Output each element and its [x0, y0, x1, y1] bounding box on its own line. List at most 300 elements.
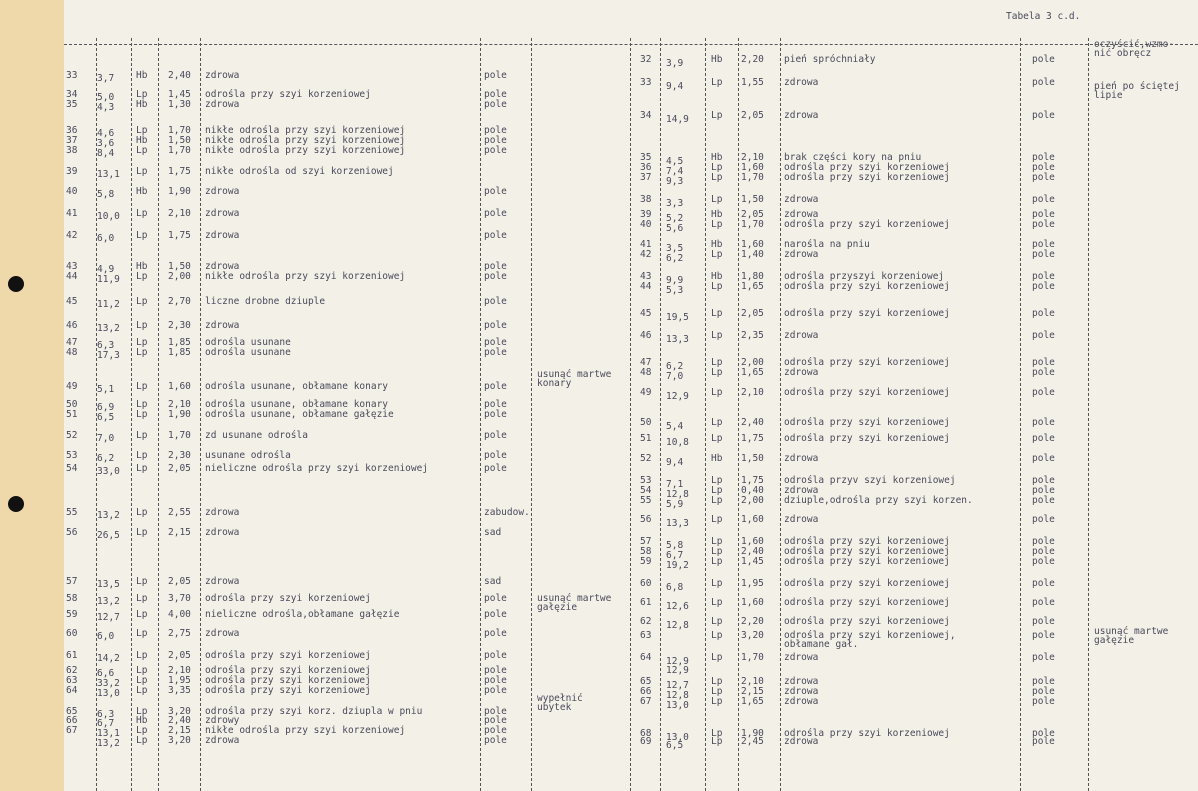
height-cell: 1,70	[741, 652, 764, 663]
description-cell: zdrowa	[784, 696, 819, 707]
species-cell: Hb	[711, 271, 723, 282]
height-cell: 2,00	[741, 495, 764, 506]
location-cell: pole	[1032, 77, 1055, 88]
description-cell: zdrowa	[784, 77, 819, 88]
row-number: 66	[66, 715, 78, 726]
diameter-cell: 6,6	[97, 668, 115, 679]
location-cell: pole	[1032, 597, 1055, 608]
location-cell: pole	[484, 89, 507, 100]
row-number: 34	[66, 89, 78, 100]
species-cell: Lp	[136, 735, 148, 746]
species-cell: Lp	[711, 676, 723, 687]
species-cell: Lp	[711, 433, 723, 444]
diameter-cell: 17,3	[97, 350, 120, 361]
description-cell: zdrowa	[784, 249, 819, 260]
recommendation-note: usunąć martwe gałęzie	[1094, 626, 1169, 646]
column-rule	[1088, 38, 1089, 791]
location-cell: pole	[484, 715, 507, 726]
species-cell: Lp	[136, 527, 148, 538]
diameter-cell: 13,1	[97, 169, 120, 180]
description-cell: odrośla przy szyi korzeniowej	[205, 650, 371, 661]
description-cell: zdrowa	[784, 652, 819, 663]
description-cell: odrośla przy szyi korzeniowej	[205, 593, 371, 604]
height-cell: 2,15	[741, 686, 764, 697]
height-cell: 1,50	[168, 135, 191, 146]
location-cell: pole	[1032, 152, 1055, 163]
description-cell: odrośla przy szyi korzeniowej	[784, 162, 950, 173]
species-cell: Lp	[136, 430, 148, 441]
species-cell: Lp	[136, 166, 148, 177]
species-cell: Lp	[711, 686, 723, 697]
table-title: Tabela 3 c.d.	[1006, 11, 1081, 22]
description-cell: nieliczne odrośla przy szyi korzeniowej	[205, 463, 429, 474]
description-cell: zdrowa	[784, 514, 819, 525]
location-cell: pole	[1032, 433, 1055, 444]
diameter-cell: 33,2	[97, 678, 120, 689]
row-number: 32	[640, 54, 652, 65]
description-cell: zdrowa	[784, 367, 819, 378]
location-cell: pole	[484, 706, 507, 717]
description-cell: zdrowa	[205, 99, 240, 110]
diameter-cell: 12,7	[97, 612, 120, 623]
diameter-cell: 14,2	[97, 653, 120, 664]
height-cell: 1,60	[168, 381, 191, 392]
diameter-cell: 13,2	[97, 596, 120, 607]
species-cell: Lp	[711, 495, 723, 506]
diameter-cell: 11,2	[97, 299, 120, 310]
row-number: 64	[66, 685, 78, 696]
row-number: 42	[640, 249, 652, 260]
height-cell: 1,70	[168, 145, 191, 156]
row-number: 55	[640, 495, 652, 506]
row-number: 48	[640, 367, 652, 378]
location-cell: pole	[484, 399, 507, 410]
description-cell: odrośla usunane, obłamane konary	[205, 399, 389, 410]
row-number: 62	[66, 665, 78, 676]
species-cell: Lp	[136, 450, 148, 461]
location-cell: pole	[484, 725, 507, 736]
description-cell: nikłe odrośla przy szyi korzeniowej	[205, 271, 406, 282]
header-rule	[64, 44, 1198, 45]
location-cell: pole	[1032, 172, 1055, 183]
diameter-cell: 4,9	[97, 264, 115, 275]
row-number: 56	[640, 514, 652, 525]
location-cell: pole	[484, 296, 507, 307]
species-cell: Lp	[711, 728, 723, 739]
row-number: 47	[640, 357, 652, 368]
diameter-cell: 13,1	[97, 728, 120, 739]
species-cell: Lp	[711, 417, 723, 428]
species-cell: Lp	[711, 249, 723, 260]
description-cell: zdrowa	[205, 527, 240, 538]
diameter-cell: 7,1	[666, 479, 684, 490]
species-cell: Hb	[711, 453, 723, 464]
description-cell: odrośla przy szyi korzeniowej	[784, 387, 950, 398]
location-cell: pole	[484, 145, 507, 156]
row-number: 49	[66, 381, 78, 392]
row-number: 36	[640, 162, 652, 173]
row-number: 54	[66, 463, 78, 474]
recommendation-note: usunąć martwe konary	[537, 369, 612, 389]
description-cell: nieliczne odrośla,obłamane gałęzie	[205, 609, 400, 620]
species-cell: Lp	[711, 387, 723, 398]
height-cell: 2,15	[168, 527, 191, 538]
row-number: 59	[640, 556, 652, 567]
row-number: 48	[66, 347, 78, 358]
location-cell: pole	[1032, 728, 1055, 739]
recommendation-note: pień po ściętej lipie	[1094, 81, 1180, 101]
species-cell: Lp	[136, 593, 148, 604]
row-number: 53	[66, 450, 78, 461]
height-cell: 2,10	[168, 208, 191, 219]
diameter-cell: 26,5	[97, 530, 120, 541]
location-cell: pole	[484, 186, 507, 197]
height-cell: 2,00	[168, 271, 191, 282]
row-number: 38	[66, 145, 78, 156]
diameter-cell: 6,2	[666, 253, 684, 264]
species-cell: Lp	[711, 514, 723, 525]
species-cell: Lp	[711, 696, 723, 707]
species-cell: Lp	[711, 219, 723, 230]
diameter-cell: 5,2	[666, 213, 684, 224]
diameter-cell: 5,8	[97, 189, 115, 200]
species-cell: Lp	[136, 145, 148, 156]
height-cell: 2,45	[741, 736, 764, 747]
height-cell: 1,90	[741, 728, 764, 739]
species-cell: Lp	[136, 296, 148, 307]
row-number: 64	[640, 652, 652, 663]
description-cell: zdrowa	[205, 735, 240, 746]
diameter-cell: 12,8	[666, 489, 689, 500]
species-cell: Lp	[711, 536, 723, 547]
location-cell: pole	[1032, 485, 1055, 496]
species-cell: Lp	[711, 308, 723, 319]
description-cell: zdrowa	[784, 686, 819, 697]
diameter-cell: 19,2	[666, 560, 689, 571]
height-cell: 2,10	[741, 387, 764, 398]
row-number: 46	[66, 320, 78, 331]
diameter-cell: 3,9	[666, 58, 684, 69]
row-number: 63	[640, 630, 652, 641]
description-cell: odrośla przy szyi korzeniowej	[784, 556, 950, 567]
species-cell: Hb	[136, 261, 148, 272]
diameter-cell: 13,3	[666, 518, 689, 529]
row-number: 36	[66, 125, 78, 136]
diameter-cell: 6,5	[97, 412, 115, 423]
height-cell: 1,70	[741, 219, 764, 230]
row-number: 66	[640, 686, 652, 697]
location-cell: pole	[484, 125, 507, 136]
location-cell: pole	[484, 347, 507, 358]
height-cell: 1,75	[741, 475, 764, 486]
row-number: 37	[66, 135, 78, 146]
height-cell: 1,65	[741, 367, 764, 378]
location-cell: pole	[1032, 54, 1055, 65]
description-cell: dziuple,odrośla przy szyi korzen.	[784, 495, 973, 506]
row-number: 68	[640, 728, 652, 739]
height-cell: 2,10	[168, 665, 191, 676]
description-cell: odrośla przy szyi korzeniowej	[784, 417, 950, 428]
location-cell: pole	[1032, 536, 1055, 547]
height-cell: 1,60	[741, 239, 764, 250]
species-cell: Lp	[711, 736, 723, 747]
row-number: 65	[66, 706, 78, 717]
column-rule	[480, 38, 481, 791]
location-cell: pole	[1032, 162, 1055, 173]
location-cell: pole	[1032, 239, 1055, 250]
column-rule	[630, 38, 631, 791]
species-cell: Lp	[136, 230, 148, 241]
row-number: 33	[640, 77, 652, 88]
species-cell: Lp	[136, 125, 148, 136]
row-number: 40	[640, 219, 652, 230]
row-number: 52	[640, 453, 652, 464]
row-number: 34	[640, 110, 652, 121]
row-number: 45	[640, 308, 652, 319]
location-cell: pole	[1032, 194, 1055, 205]
diameter-cell: 3,6	[97, 138, 115, 149]
row-number: 55	[66, 507, 78, 518]
diameter-cell: 8,4	[97, 148, 115, 159]
height-cell: 1,95	[741, 578, 764, 589]
description-cell: nikłe odrośla przy szyi korzeniowej	[205, 135, 406, 146]
description-cell: zdrowa	[205, 261, 240, 272]
height-cell: 2,10	[741, 676, 764, 687]
diameter-cell: 6,2	[97, 453, 115, 464]
location-cell: pole	[1032, 736, 1055, 747]
diameter-cell: 12,7	[666, 680, 689, 691]
description-cell: zdrowa	[205, 230, 240, 241]
height-cell: 2,20	[741, 54, 764, 65]
description-cell: odrośla usunane	[205, 337, 291, 348]
species-cell: Hb	[711, 54, 723, 65]
diameter-cell: 7,0	[666, 371, 684, 382]
description-cell: odrośla przy szyi korzeniowej, obłamane gał.	[784, 630, 956, 650]
height-cell: 1,45	[168, 89, 191, 100]
height-cell: 2,35	[741, 330, 764, 341]
description-cell: odrośla przy szyi korzeniowej	[784, 219, 950, 230]
height-cell: 4,00	[168, 609, 191, 620]
description-cell: odrośla przy szyi korzeniowej	[784, 616, 950, 627]
row-number: 59	[66, 609, 78, 620]
row-number: 50	[66, 399, 78, 410]
diameter-cell: 4,3	[97, 102, 115, 113]
description-cell: narośla na pniu	[784, 239, 870, 250]
location-cell: pole	[1032, 387, 1055, 398]
row-number: 60	[640, 578, 652, 589]
species-cell: Lp	[711, 475, 723, 486]
row-number: 41	[66, 208, 78, 219]
description-cell: nikłe odrośla przy szyi korzeniowej	[205, 125, 406, 136]
location-cell: pole	[484, 381, 507, 392]
column-rule	[660, 38, 661, 791]
location-cell: pole	[1032, 546, 1055, 557]
location-cell: zabudow.	[484, 507, 530, 518]
height-cell: 1,90	[168, 186, 191, 197]
row-number: 39	[640, 209, 652, 220]
species-cell: Hb	[136, 99, 148, 110]
species-cell: Lp	[136, 576, 148, 587]
diameter-cell: 5,0	[97, 92, 115, 103]
location-cell: pole	[484, 463, 507, 474]
location-cell: pole	[484, 320, 507, 331]
location-cell: pole	[484, 609, 507, 620]
height-cell: 1,60	[741, 597, 764, 608]
diameter-cell: 13,0	[97, 688, 120, 699]
location-cell: pole	[1032, 357, 1055, 368]
column-rule	[705, 38, 706, 791]
height-cell: 1,95	[168, 675, 191, 686]
row-number: 49	[640, 387, 652, 398]
location-cell: sad	[484, 527, 502, 538]
description-cell: liczne drobne dziuple	[205, 296, 326, 307]
row-number: 35	[640, 152, 652, 163]
diameter-cell: 13,0	[666, 732, 689, 743]
height-cell: 3,20	[168, 735, 191, 746]
diameter-cell: 14,9	[666, 114, 689, 125]
diameter-cell: 13,2	[97, 510, 120, 521]
description-cell: odrośla usunane	[205, 347, 291, 358]
species-cell: Hb	[711, 209, 723, 220]
description-cell: odrośla przy szyi korzeniowej	[205, 685, 371, 696]
row-number: 54	[640, 485, 652, 496]
description-cell: zdrowa	[784, 110, 819, 121]
height-cell: 1,65	[741, 696, 764, 707]
location-cell: pole	[1032, 308, 1055, 319]
column-rule	[1020, 38, 1021, 791]
diameter-cell: 3,3	[666, 198, 684, 209]
diameter-cell: 9,4	[666, 457, 684, 468]
height-cell: 1,90	[168, 409, 191, 420]
location-cell: pole	[1032, 453, 1055, 464]
row-number: 57	[640, 536, 652, 547]
diameter-cell: 12,6	[666, 601, 689, 612]
row-number: 67	[66, 725, 78, 736]
diameter-cell: 33,0	[97, 466, 120, 477]
diameter-cell: 7,0	[97, 433, 115, 444]
description-cell: odrośla przy szyi korzeniowej	[784, 536, 950, 547]
row-number: 63	[66, 675, 78, 686]
description-cell: zdrowy	[205, 715, 240, 726]
diameter-cell: 13,3	[666, 334, 689, 345]
height-cell: 2,55	[168, 507, 191, 518]
diameter-cell: 10,0	[97, 211, 120, 222]
location-cell: pole	[1032, 367, 1055, 378]
row-number: 58	[66, 593, 78, 604]
description-cell: zdrowa	[205, 576, 240, 587]
paper-edge	[0, 0, 64, 791]
row-number: 35	[66, 99, 78, 110]
location-cell: pole	[1032, 652, 1055, 663]
location-cell: pole	[484, 70, 507, 81]
row-number: 61	[66, 650, 78, 661]
row-number: 45	[66, 296, 78, 307]
height-cell: 2,40	[168, 715, 191, 726]
height-cell: 1,75	[168, 166, 191, 177]
species-cell: Lp	[711, 77, 723, 88]
species-cell: Lp	[136, 320, 148, 331]
row-number: 46	[640, 330, 652, 341]
punch-hole	[8, 496, 24, 512]
location-cell: pole	[484, 735, 507, 746]
location-cell: pole	[484, 665, 507, 676]
punch-hole	[8, 276, 24, 292]
species-cell: Lp	[711, 162, 723, 173]
diameter-cell: 5,9	[666, 499, 684, 510]
species-cell: Hb	[136, 135, 148, 146]
height-cell: 1,80	[741, 271, 764, 282]
location-cell: pole	[484, 135, 507, 146]
row-number: 50	[640, 417, 652, 428]
description-cell: odrośla przy szyi korzeniowej	[784, 281, 950, 292]
species-cell: Lp	[136, 347, 148, 358]
location-cell: pole	[1032, 630, 1055, 641]
diameter-cell: 6,7	[97, 718, 115, 729]
row-number: 33	[66, 70, 78, 81]
diameter-cell: 5,3	[666, 285, 684, 296]
location-cell: pole	[1032, 495, 1055, 506]
species-cell: Lp	[136, 381, 148, 392]
species-cell: Lp	[136, 89, 148, 100]
row-number: 47	[66, 337, 78, 348]
location-cell: pole	[484, 230, 507, 241]
location-cell: pole	[1032, 249, 1055, 260]
description-cell: zd usunane odrośla	[205, 430, 308, 441]
height-cell: 2,75	[168, 628, 191, 639]
diameter-cell: 6,8	[666, 582, 684, 593]
diameter-cell: 3,5	[666, 243, 684, 254]
location-cell: pole	[1032, 616, 1055, 627]
description-cell: zdrowa	[784, 453, 819, 464]
location-cell: pole	[484, 650, 507, 661]
row-number: 67	[640, 696, 652, 707]
description-cell: odrośla przy szyi korzeniowej	[784, 597, 950, 608]
recommendation-note: wypełnić ubytek	[537, 693, 583, 713]
height-cell: 1,75	[168, 230, 191, 241]
species-cell: Lp	[711, 546, 723, 557]
height-cell: 2,05	[741, 209, 764, 220]
location-cell: pole	[1032, 686, 1055, 697]
description-cell: zdrowa	[784, 194, 819, 205]
species-cell: Hb	[136, 70, 148, 81]
description-cell: brak części kory na pniu	[784, 152, 922, 163]
species-cell: Lp	[711, 357, 723, 368]
species-cell: Lp	[711, 556, 723, 567]
location-cell: pole	[484, 208, 507, 219]
column-rule	[131, 38, 132, 791]
diameter-cell: 6,5	[666, 740, 684, 751]
description-cell: odrośla przyszyi korzeniowej	[784, 271, 945, 282]
species-cell: Lp	[136, 271, 148, 282]
diameter-cell: 13,2	[97, 738, 120, 749]
height-cell: 2,00	[741, 357, 764, 368]
height-cell: 1,40	[741, 249, 764, 260]
description-cell: zdrowa	[784, 676, 819, 687]
species-cell: Hb	[136, 715, 148, 726]
location-cell: pole	[484, 271, 507, 282]
height-cell: 2,05	[741, 308, 764, 319]
row-number: 62	[640, 616, 652, 627]
height-cell: 1,60	[741, 514, 764, 525]
location-cell: pole	[1032, 219, 1055, 230]
diameter-cell: 6,3	[97, 709, 115, 720]
row-number: 39	[66, 166, 78, 177]
species-cell: Lp	[136, 463, 148, 474]
diameter-cell: 13,0	[666, 700, 689, 711]
species-cell: Hb	[136, 186, 148, 197]
species-cell: Lp	[711, 578, 723, 589]
height-cell: 3,70	[168, 593, 191, 604]
